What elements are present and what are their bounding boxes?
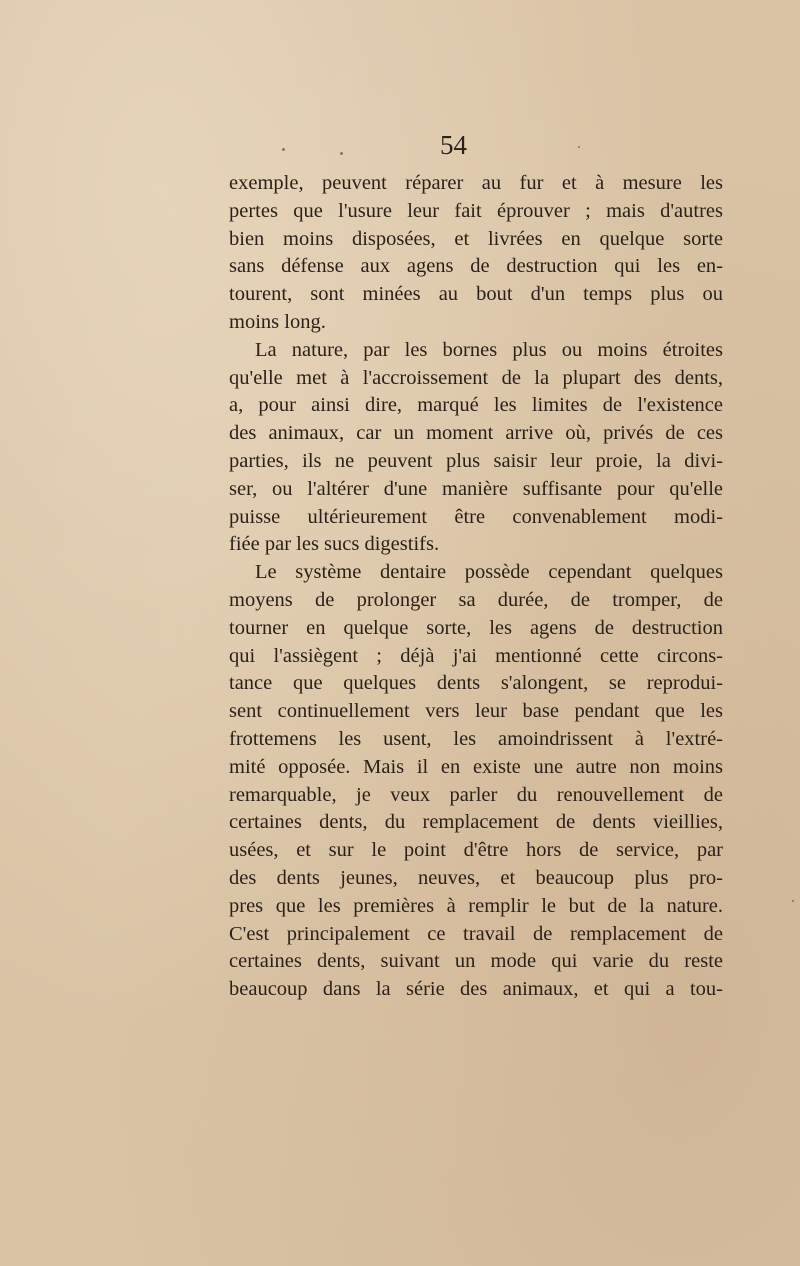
text-line: La nature, par les bornes plus ou moins étroites bbox=[255, 338, 723, 361]
text-line: Le système dentaire possède cependant quelques bbox=[255, 561, 723, 584]
text-line: parties, ils ne peuvent plus saisir leur proie, la divi- bbox=[229, 449, 723, 472]
text-line: mité opposée. Mais il en existe une autre non moins bbox=[229, 755, 723, 778]
paper-speck bbox=[578, 146, 580, 148]
text-line: des dents jeunes, neuves, et beaucoup plus pro- bbox=[229, 866, 723, 889]
text-line: tourner en quelque sorte, les agens de destruction bbox=[229, 616, 723, 639]
text-line: beaucoup dans la série des animaux, et qui a tou- bbox=[229, 978, 723, 1001]
text-line: des animaux, car un moment arrive où, privés de ces bbox=[229, 422, 723, 445]
text-line: sans défense aux agens de destruction qui les en- bbox=[229, 255, 723, 278]
text-line: C'est principalement ce travail de remplacement de bbox=[229, 922, 723, 945]
text-line: certaines dents, du remplacement de dents vieillies, bbox=[229, 811, 723, 834]
paper-speck bbox=[792, 900, 794, 902]
text-line: remarquable, je veux parler du renouvellement de bbox=[229, 783, 723, 806]
text-line: tourent, sont minées au bout d'un temps plus ou bbox=[229, 283, 723, 306]
text-line: ser, ou l'altérer d'une manière suffisante pour qu'elle bbox=[229, 477, 723, 500]
text-line: a, pour ainsi dire, marqué les limites de l'existence bbox=[229, 394, 723, 417]
page-number: 54 bbox=[440, 130, 467, 160]
text-line: puisse ultérieurement être convenablement modi- bbox=[229, 505, 723, 528]
text-line: tance que quelques dents s'alongent, se reprodui- bbox=[229, 672, 723, 695]
text-line: pres que les premières à remplir le but de la nature. bbox=[229, 894, 723, 917]
text-line: usées, et sur le point d'être hors de service, par bbox=[229, 839, 723, 862]
text-line: qui l'assiègent ; déjà j'ai mentionné cette circons- bbox=[229, 644, 723, 667]
paper-speck bbox=[340, 152, 343, 155]
text-line: frottemens les usent, les amoindrissent à l'extré- bbox=[229, 727, 723, 750]
body-text bbox=[229, 170, 723, 1004]
text-line: fiée par les sucs digestifs. bbox=[229, 533, 440, 556]
text-line: moyens de prolonger sa durée, de tromper, de bbox=[229, 588, 723, 611]
paper-speck bbox=[282, 148, 285, 151]
text-line: bien moins disposées, et livrées en quelque sorte bbox=[229, 227, 723, 250]
text-line: qu'elle met à l'accroissement de la plupart des dents, bbox=[229, 366, 723, 389]
text-line: exemple, peuvent réparer au fur et à mesure les bbox=[229, 172, 723, 194]
text-line: moins long. bbox=[229, 310, 326, 333]
text-line: sent continuellement vers leur base pendant que les bbox=[229, 700, 723, 723]
text-line: pertes que l'usure leur fait éprouver ; mais d'autres bbox=[229, 199, 723, 222]
text-line: certaines dents, suivant un mode qui varie du reste bbox=[229, 950, 723, 973]
